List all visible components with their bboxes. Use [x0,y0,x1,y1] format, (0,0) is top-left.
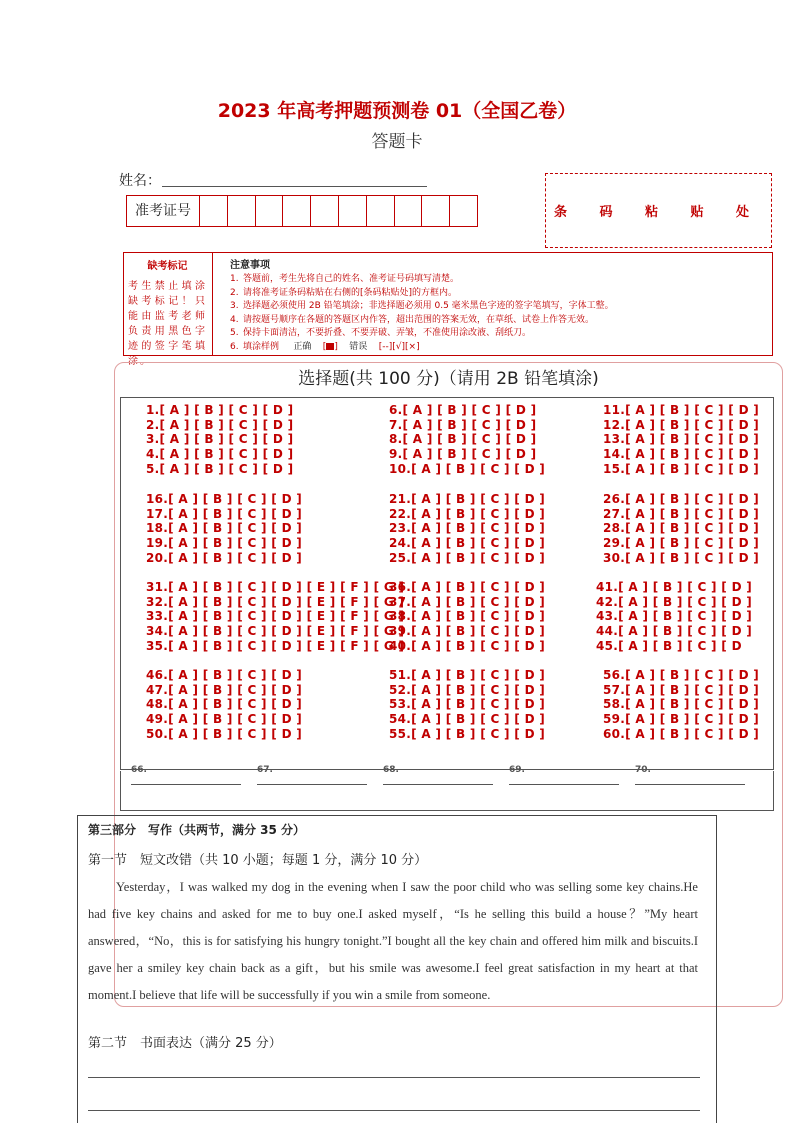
choice-row[interactable]: 53.[ A ] [ B ] [ C ] [ D ] [389,697,546,712]
exam-number-cell[interactable] [339,196,367,226]
choice-row[interactable]: 10.[ A ] [ B ] [ C ] [ D ] [389,461,546,476]
choice-row[interactable]: 11.[ A ] [ B ] [ C ] [ D ] [603,403,760,417]
choice-row[interactable]: 23.[ A ] [ B ] [ C ] [ D ] [389,521,546,536]
writing-line[interactable] [88,1076,700,1078]
choice-row[interactable]: 26.[ A ] [ B ] [ C ] [ D ] [603,492,760,506]
sample-wrong-marks: [--][√][×] [378,341,420,352]
choice-row[interactable]: 21.[ A ] [ B ] [ C ] [ D ] [389,492,546,506]
choice-row[interactable]: 48.[ A ] [ B ] [ C ] [ D ] [146,697,303,712]
choice-row[interactable]: 3.[ A ] [ B ] [ C ] [ D ] [146,432,294,447]
choice-row[interactable]: 15.[ A ] [ B ] [ C ] [ D ] [603,461,760,476]
sample-correct-label: 正确 [293,341,312,352]
note-item: 4. 请按题号顺序在各题的答题区内作答，超出范围的答案无效，在草纸、试卷上作答无效。 [230,314,595,325]
choice-row[interactable]: 31.[ A ] [ B ] [ C ] [ D ] [ E ] [ F ] [ G ] [146,580,405,594]
choice-row[interactable]: 38.[ A ] [ B ] [ C ] [ D ] [389,609,546,624]
choice-row[interactable]: 1.[ A ] [ B ] [ C ] [ D ] [146,403,294,417]
choice-row[interactable]: 43.[ A ] [ B ] [ C ] [ D ] [596,609,753,624]
note-item: 2. 请将准考证条码粘贴在右侧的[条码粘贴处]的方框内。 [230,287,458,298]
choice-row[interactable]: 46.[ A ] [ B ] [ C ] [ D ] [146,668,303,682]
choice-row[interactable]: 58.[ A ] [ B ] [ C ] [ D ] [603,697,760,712]
exam-number-cell[interactable] [311,196,339,226]
name-label: 姓名： [119,173,161,189]
choice-row[interactable]: 60.[ A ] [ B ] [ C ] [ D ] [603,726,760,741]
choice-row[interactable]: 51.[ A ] [ B ] [ C ] [ D ] [389,668,546,682]
fill-in-box [120,771,774,811]
choice-row[interactable]: 18.[ A ] [ B ] [ C ] [ D ] [146,521,303,536]
choice-row[interactable]: 29.[ A ] [ B ] [ C ] [ D ] [603,536,760,551]
exam-number-cell[interactable] [200,196,228,226]
choice-row[interactable]: 32.[ A ] [ B ] [ C ] [ D ] [ E ] [ F ] [ G ] [146,594,405,609]
fill-in-item[interactable]: 68. [383,765,499,788]
sample-wrong-label: 错误 [349,341,368,352]
choice-row[interactable]: 59.[ A ] [ B ] [ C ] [ D ] [603,712,760,727]
exam-number-cell[interactable] [283,196,311,226]
page-subtitle: 答题卡 [371,132,423,152]
fill-in-item[interactable]: 67. [257,765,373,788]
exam-number-cell[interactable] [256,196,284,226]
note-item: 3. 选择题必须使用 2B 铅笔填涂；非选择题必须用 0.5 毫米黑色字迹的签字笔填写，字体工整。 [230,301,614,311]
choice-row[interactable]: 34.[ A ] [ B ] [ C ] [ D ] [ E ] [ F ] [ G ] [146,624,405,639]
section1-title: 第一节 短文改错（共 10 小题；每题 1 分，满分 10 分） [88,853,428,868]
missing-mark-box [123,252,213,367]
choice-row[interactable]: 42.[ A ] [ B ] [ C ] [ D ] [596,594,753,609]
choice-row[interactable]: 55.[ A ] [ B ] [ C ] [ D ] [389,726,546,741]
exam-number-cell[interactable] [228,196,256,226]
choice-row[interactable]: 45.[ A ] [ B ] [ C ] [ D [596,638,742,653]
choice-row[interactable]: 25.[ A ] [ B ] [ C ] [ D ] [389,550,546,565]
multiple-choice-title: 选择题(共 100 分)（请用 2B 铅笔填涂) [298,369,599,389]
choice-row[interactable]: 49.[ A ] [ B ] [ C ] [ D ] [146,712,303,727]
note-item: 5. 保持卡面清洁，不要折叠、不要弄破、弄皱，不准使用涂改液、刮纸刀。 [230,328,532,338]
choice-row[interactable]: 30.[ A ] [ B ] [ C ] [ D ] [603,550,760,565]
choice-row[interactable]: 27.[ A ] [ B ] [ C ] [ D ] [603,506,760,521]
fill-in-item[interactable]: 69. [509,765,625,788]
exam-number-cell[interactable] [367,196,395,226]
writing-line[interactable] [88,1109,700,1111]
choice-row[interactable]: 19.[ A ] [ B ] [ C ] [ D ] [146,536,303,551]
choice-row[interactable]: 9.[ A ] [ B ] [ C ] [ D ] [389,447,537,462]
note-item: 1. 答题前，考生先将自己的姓名、准考证号码填写清楚。 [230,274,460,284]
choice-row[interactable]: 33.[ A ] [ B ] [ C ] [ D ] [ E ] [ F ] [ G ] [146,609,405,624]
choice-row[interactable]: 54.[ A ] [ B ] [ C ] [ D ] [389,712,546,727]
fill-in-item[interactable]: 66. [131,765,247,788]
part3-title: 第三部分 写作（共两节，满分 35 分） [88,823,306,837]
exam-number-cell[interactable] [450,196,477,226]
fill-in-item[interactable]: 70. [635,765,751,788]
barcode-label: 条 码 粘 贴 处 [553,205,764,220]
exam-number-label: 准考证号 [127,196,200,226]
choice-row[interactable]: 24.[ A ] [ B ] [ C ] [ D ] [389,536,546,551]
page-title: 2023 年高考押题预测卷 01（全国乙卷） [217,100,577,122]
choice-row[interactable]: 57.[ A ] [ B ] [ C ] [ D ] [603,682,760,697]
exam-number-cell[interactable] [395,196,423,226]
choice-row[interactable]: 44.[ A ] [ B ] [ C ] [ D ] [596,624,753,639]
notes-title: 注意事项 [230,260,270,271]
choice-row[interactable]: 28.[ A ] [ B ] [ C ] [ D ] [603,521,760,536]
choice-row[interactable]: 17.[ A ] [ B ] [ C ] [ D ] [146,506,303,521]
choice-row[interactable]: 4.[ A ] [ B ] [ C ] [ D ] [146,447,294,462]
choice-row[interactable]: 6.[ A ] [ B ] [ C ] [ D ] [389,403,537,417]
choice-row[interactable]: 50.[ A ] [ B ] [ C ] [ D ] [146,726,303,741]
choice-row[interactable]: 16.[ A ] [ B ] [ C ] [ D ] [146,492,303,506]
choice-row[interactable]: 13.[ A ] [ B ] [ C ] [ D ] [603,432,760,447]
choice-row[interactable]: 7.[ A ] [ B ] [ C ] [ D ] [389,417,537,432]
choice-row[interactable]: 37.[ A ] [ B ] [ C ] [ D ] [389,594,546,609]
choice-row[interactable]: 35.[ A ] [ B ] [ C ] [ D ] [ E ] [ F ] [ G ] [146,638,405,653]
name-field[interactable] [162,185,427,187]
choice-row[interactable]: 36.[ A ] [ B ] [ C ] [ D ] [389,580,546,594]
choice-row[interactable]: 12.[ A ] [ B ] [ C ] [ D ] [603,417,760,432]
exam-number-cell[interactable] [422,196,450,226]
missing-mark-title: 缺考标记 [147,261,188,272]
choice-row[interactable]: 39.[ A ] [ B ] [ C ] [ D ] [389,624,546,639]
essay-text: Yesterday，I was walked my dog in the evening when I saw the poor child who was selling some key chains.He had five key chains and asked for me to buy one.I asked myself，“Is he selling this build a house？”My heart answered，“No，this is for satisfying his hungry tonight.”I bought all the key chain and offered him milk and biscuits.I gave her a smiley key chain back as a gift，but his smile was awesome.I feel great satisfaction in my heart at that moment.I believe that life will be successfully if you win a smile from someone. [88,880,698,1002]
notes [230,256,770,354]
exam-number-box [126,195,478,227]
choice-row[interactable]: 22.[ A ] [ B ] [ C ] [ D ] [389,506,546,521]
choice-row[interactable]: 8.[ A ] [ B ] [ C ] [ D ] [389,432,537,447]
barcode-area [545,173,772,248]
choice-row[interactable]: 47.[ A ] [ B ] [ C ] [ D ] [146,682,303,697]
choice-row[interactable]: 41.[ A ] [ B ] [ C ] [ D ] [596,580,753,594]
choice-row[interactable]: 52.[ A ] [ B ] [ C ] [ D ] [389,682,546,697]
missing-mark-text: 考生禁止填涂缺考标记！只能由监考老师负责用黑色字迹的签字笔填涂。 [128,281,207,367]
choice-row[interactable]: 5.[ A ] [ B ] [ C ] [ D ] [146,461,294,476]
section2-title: 第二节 书面表达（满分 25 分） [88,1036,282,1051]
choice-row[interactable]: 40.[ A ] [ B ] [ C ] [ D ] [389,638,546,653]
choice-row[interactable]: 56.[ A ] [ B ] [ C ] [ D ] [603,668,760,682]
choice-row[interactable]: 20.[ A ] [ B ] [ C ] [ D ] [146,550,303,565]
choice-row[interactable]: 2.[ A ] [ B ] [ C ] [ D ] [146,417,294,432]
note-item: 6. 填涂样例 正确 [ ] 错误 [--][√][×] [230,341,420,352]
choice-row[interactable]: 14.[ A ] [ B ] [ C ] [ D ] [603,447,760,462]
